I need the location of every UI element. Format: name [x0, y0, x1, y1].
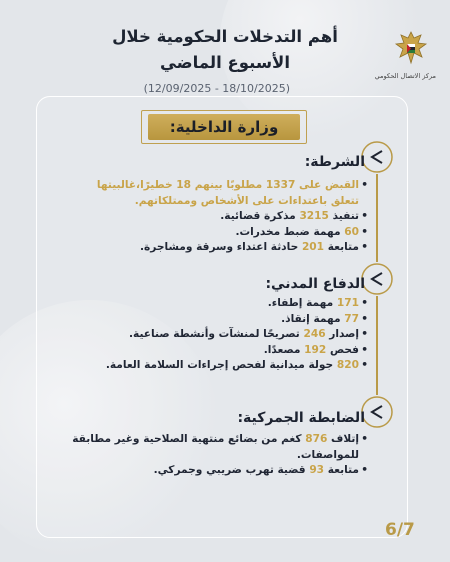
list-item: [97, 178, 368, 194]
item-text: متابعة: [324, 464, 359, 476]
section-title-customs: الضابطة الجمركية:: [237, 410, 365, 426]
customs-list: [72, 432, 368, 479]
police-list: [97, 178, 368, 256]
list-item: [97, 209, 368, 225]
item-number: 876: [305, 433, 328, 445]
item-number: 77: [344, 312, 359, 325]
civil-defense-list: [106, 296, 368, 374]
date-range: (12/09/2025 - 18/10/2025): [143, 82, 290, 95]
item-text: مهمة إطفاء.: [267, 297, 337, 309]
timeline-marker-icon: [360, 395, 394, 429]
eagle-emblem-icon: [394, 30, 428, 66]
title-line-1: أهم التدخلات الحكومية خلال: [112, 27, 338, 46]
list-item: [72, 463, 368, 479]
page-number: 6/7: [385, 520, 415, 540]
ministry-label: وزارة الداخلية:: [148, 114, 300, 140]
list-item: [106, 358, 368, 374]
item-number: 820: [336, 359, 359, 371]
item-text: تصريحًا لمنشآت وأنشطة صناعية.: [129, 328, 304, 340]
item-number: 3215: [299, 210, 329, 222]
item-text: مذكرة قضائية.: [220, 210, 300, 222]
list-item: [106, 343, 368, 359]
item-text: كغم من بضائع منتهية الصلاحية وغير مطابقة: [72, 433, 306, 445]
list-item: [106, 327, 368, 343]
timeline-marker-icon: [360, 262, 394, 296]
item-text: جولة ميدانية لفحص إجراءات السلامة العامة.: [105, 359, 337, 371]
item-text: القبض على 1337 مطلوبًا بينهم 18 خطيرًا،غالبيتها: [96, 179, 359, 191]
item-number: 201: [301, 241, 325, 253]
item-number: 93: [309, 464, 325, 476]
item-number: 171: [336, 297, 359, 309]
section-title-police: الشرطة:: [304, 154, 365, 170]
item-number: 60: [344, 225, 359, 238]
list-item: [72, 448, 368, 464]
item-text: حادثة اعتداء وسرقة ومشاجرة.: [140, 241, 302, 253]
list-item: [72, 432, 368, 448]
item-number: 192: [304, 343, 327, 356]
page-title: [95, 24, 355, 76]
item-number: 246: [303, 328, 326, 340]
list-item: [106, 296, 368, 312]
item-text: للمواصفات.: [296, 448, 359, 461]
item-text: تتعلق باعتداءات على الأشخاص وممتلكاتهم.: [134, 194, 359, 207]
list-item: [97, 194, 368, 210]
timeline-connector: [376, 174, 378, 262]
list-item: [97, 240, 368, 256]
logo-caption: مركز الاتصال الحكومي: [374, 72, 436, 80]
item-text: متابعة: [324, 241, 359, 253]
list-item: [97, 225, 368, 241]
list-item: [106, 312, 368, 328]
item-text: مصعدًا.: [263, 343, 305, 356]
item-text: فحص: [326, 343, 359, 356]
timeline-connector: [376, 296, 378, 395]
item-text: مهمة ضبط مخدرات.: [235, 225, 345, 238]
government-logo: [374, 30, 436, 80]
section-title-civil-defense: الدفاع المدني:: [265, 276, 365, 292]
item-text: إصدار: [325, 328, 359, 340]
item-text: قضية تهرب ضريبي وجمركي.: [153, 464, 310, 476]
title-line-2: الأسبوع الماضي: [159, 53, 290, 72]
item-text: مهمة إنقاذ.: [281, 312, 345, 325]
timeline-marker-icon: [360, 140, 394, 174]
item-text: تنفيذ: [328, 210, 359, 222]
item-text: إتلاف: [327, 433, 359, 445]
